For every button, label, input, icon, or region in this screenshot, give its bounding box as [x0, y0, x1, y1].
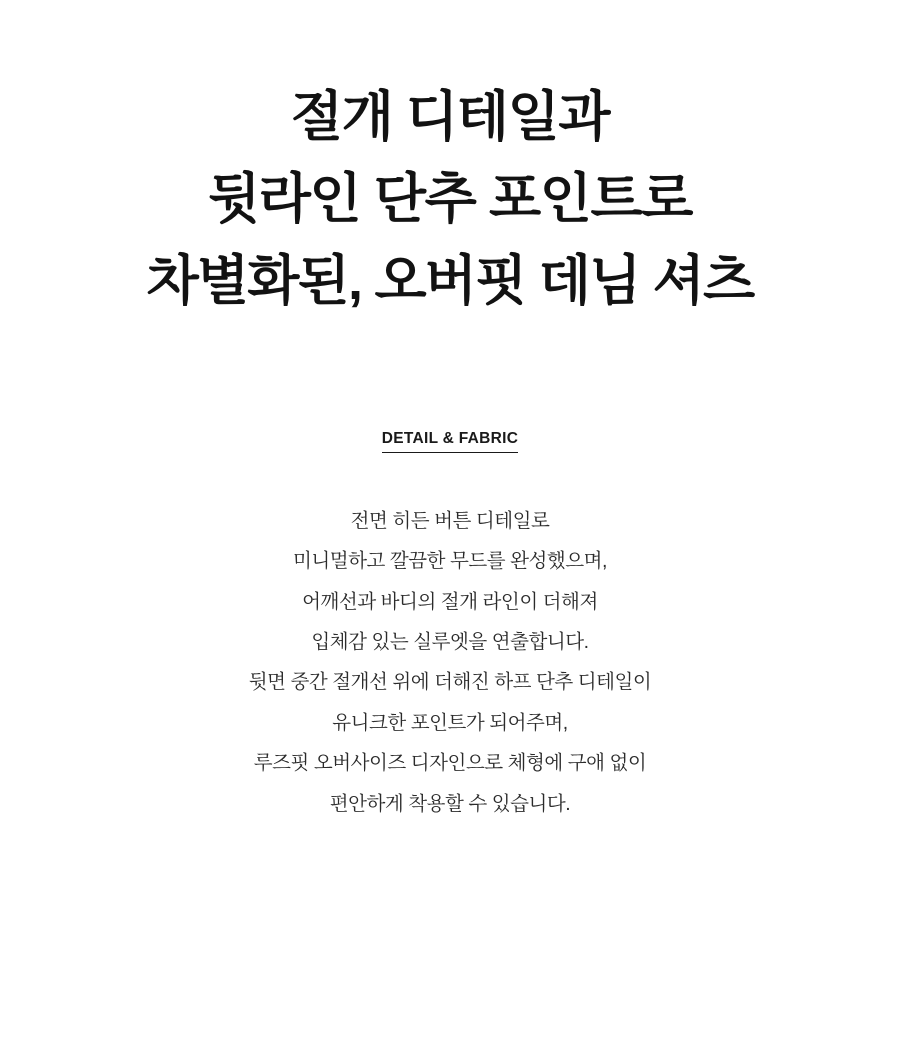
section-heading-detail-fabric: DETAIL & FABRIC	[382, 430, 519, 453]
description-line-2: 미니멀하고 깔끔한 무드를 완성했으며,	[292, 550, 608, 573]
description-line-1: 전면 히든 버튼 디테일로	[350, 510, 550, 532]
description-block	[0, 501, 900, 824]
page-title-line-2: 뒷라인 단추 포인트로	[207, 169, 693, 230]
description-line-3: 어깨선과 바디의 절개 라인이 더해져	[302, 590, 598, 613]
page-title-line-1: 절개 디테일과	[290, 87, 610, 147]
description-line-8: 편안하게 착용할 수 있습니다.	[329, 792, 571, 815]
description-line-4: 입체감 있는 실루엣을 연출합니다.	[311, 631, 589, 654]
page-title-line-3: 차별화된, 오버핏 데님 셔츠	[146, 251, 754, 312]
description-line-5: 뒷면 중간 절개선 위에 더해진 하프 단추 디테일이	[248, 671, 652, 694]
description-line-6: 유니크한 포인트가 되어주며,	[332, 711, 568, 734]
page-title	[0, 76, 900, 322]
description-line-7: 루즈핏 오버사이즈 디자인으로 체형에 구애 없이	[253, 752, 647, 775]
